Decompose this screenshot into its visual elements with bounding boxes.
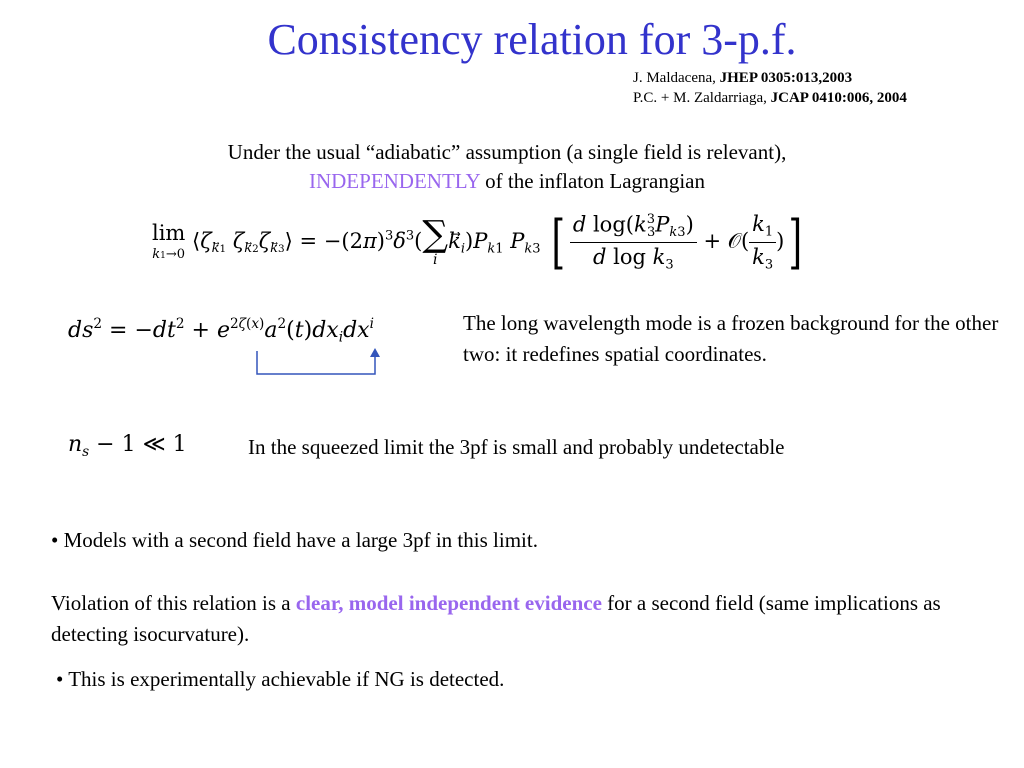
slide-title: Consistency relation for 3-p.f. <box>267 15 797 64</box>
consistency-relation-equation: lim k1→0 $⟨\zeta_{k1}$ $\zeta_{k2}\zeta_{k3}⟩ = -(2\pi)^3\delta^3$( ∑ i $k_i)P_{k1}$ $P_{k3}$ [ $\frac{d \log(k^3_3P_{k3})}{d \log k_3}$ + 𝒪( $\frac{k_1}{k_3}$ )] <box>152 208 803 277</box>
independently-highlight: INDEPENDENTLY <box>308 169 480 193</box>
bullet-experimental: • This is experimentally achievable if NG is detected. <box>56 667 505 691</box>
bullet-second-field: • Models with a second field have a large 3pf in this limit. <box>51 528 538 552</box>
violation-text: Violation of this relation is a clear, model independent evidence for a second field (same implications as detecting isocurvature). <box>51 591 941 646</box>
reference-maldacena: J. Maldacena, JHEP 0305:013,2003 <box>633 70 853 86</box>
squeezed-limit-note: In the squeezed limit the 3pf is small and probably undetectable <box>248 435 785 459</box>
intro-text: Under the usual “adiabatic” assumption (a single field is relevant), INDEPENDENTLY of the inflaton Lagrangian <box>227 140 787 193</box>
references <box>633 68 907 108</box>
coordinate-arrow <box>250 345 390 380</box>
metric-equation: $ds^2 = -dt^2 + e^{2\zeta(x)}a^2(t)dx_idx^i$ <box>68 316 374 346</box>
spectral-index-equation: $n_s - 1$ ≪ 1 <box>68 432 187 460</box>
reference-creminelli-zaldarriaga: P.C. + M. Zaldarriaga, JCAP 0410:006, 2004 <box>633 90 907 106</box>
evidence-highlight: clear, model independent evidence <box>295 591 602 615</box>
frozen-background-note: The long wavelength mode is a frozen background for the other two: it redefines spatial coordinates. <box>463 311 999 366</box>
